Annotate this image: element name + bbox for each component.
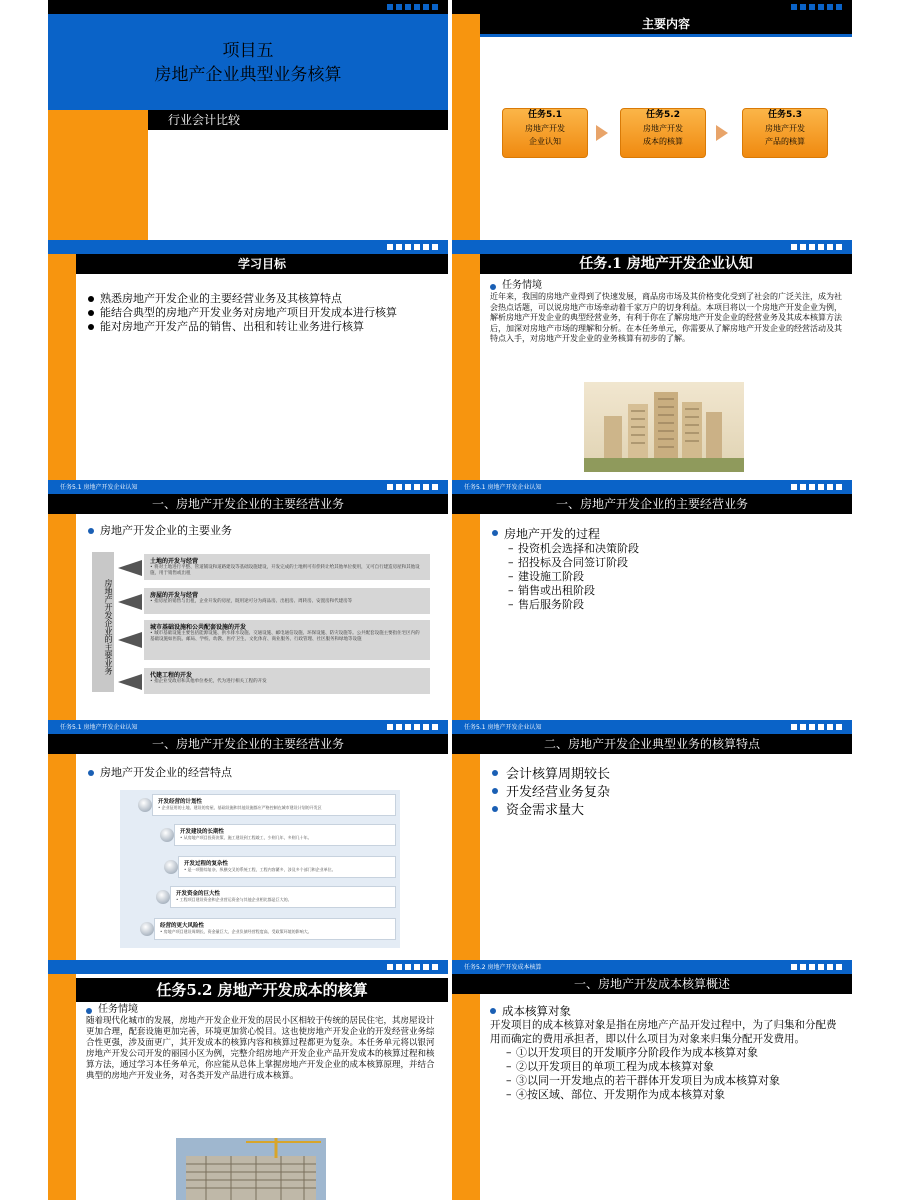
slide-title: 学习目标 <box>76 254 448 274</box>
row-heading: 代建工程的开发 <box>150 672 193 679</box>
task-text: 产品的核算 <box>765 137 805 146</box>
deco-squares <box>791 964 842 970</box>
slide-title: 二、房地产开发企业典型业务的核算特点 <box>452 734 852 754</box>
breadcrumb: 任务5.1 房地产开发企业认知 <box>60 724 138 731</box>
feature-item: 资金需求量大 <box>492 802 842 820</box>
context-text: 随着现代化城市的发展，房地产开发企业开发的居民小区相较于传统的居民住宅，其房屋设计更加合理，配套设施更加完善，环境更加赏心悦目。这也使房地产开发企业的开发经营业务综合性更强，涉及面更广，其开发成本的核算内容和核算过程都更为复杂。本任务单元将以银河房地产开发公司开发的丽园小区为例，完整介绍房地产开发企业产品开发成本的核算过程和核算方法，通过学习本任务单元，你应能从总体上掌握房地产开发企业的成本核算原理，并结合典型的房地产开发业务，对各类开发产品进行成本核算。 <box>86 1016 435 1081</box>
task-label: 任务5.1 <box>528 110 562 120</box>
breadcrumb: 任务5.2 房地产开发成本核算 <box>464 964 542 971</box>
task-label: 任务5.2 <box>646 110 680 120</box>
slide-title: 一、房地产开发企业的主要经营业务 <box>48 494 448 514</box>
feature-item: 开发经营业务复杂 <box>492 784 842 802</box>
deco-squares <box>791 484 842 490</box>
process-step: – 招投标及合同签订阶段 <box>492 556 842 570</box>
row-heading: 房屋的开发与经营 <box>150 592 199 599</box>
row-heading: 土地的开发与经营 <box>150 558 199 565</box>
slide-5-main-business[interactable] <box>48 480 448 720</box>
orange-bar <box>452 514 480 720</box>
row-desc: • 房地产项目建设周期长、资金量巨大、企业负债经营程度高、受政策环境的影响大。 <box>160 929 312 934</box>
orange-bar <box>452 254 480 480</box>
task-label: 任务5.3 <box>768 110 802 120</box>
building-photo <box>584 382 744 472</box>
row-heading: 开发过程的复杂性 <box>184 861 229 867</box>
context-text: 近年来，我国的房地产业得到了快速发展，商品房市场及其价格变化受到了社会的广泛关注，成为社会热点话题，可以说房地产市场牵动着千家万户的切身利益。本项目将以一个房地产开发企业为例，解析房地产开发企业的典型经营业务，有利于你在了解房地产开发企业的经营业务及其成本核算方法后，加深对房地产市场的理解和分析。在本任务单元，你需要从了解房地产开发企业的经营活动及其特点入手，对房地产开发企业的业务核算有初步的了解。 <box>490 292 842 343</box>
slide-title: 任务5.2 房地产开发成本的核算 <box>76 978 448 1002</box>
node-ball-icon <box>140 922 154 936</box>
orange-bar <box>452 14 480 240</box>
task-context <box>490 280 842 345</box>
slide-title: 主要内容 <box>480 14 852 34</box>
task-context <box>86 1004 438 1082</box>
process-step: – 投资机会选择和决策阶段 <box>492 542 842 556</box>
node-ball-icon <box>138 798 152 812</box>
characteristic-row <box>174 824 396 846</box>
task-box-3[interactable] <box>742 108 828 158</box>
characteristic-row <box>152 794 396 816</box>
section-heading <box>88 766 438 780</box>
arrow-icon <box>716 125 728 141</box>
characteristic-row <box>170 886 396 908</box>
deco-squares <box>387 4 438 10</box>
row-heading: 经营的更大风险性 <box>160 923 205 929</box>
row-heading: 城市基础设施和公共配套设施的开发 <box>150 624 247 631</box>
method-item: – ④按区域、部位、开发期作为成本核算对象 <box>490 1088 842 1102</box>
slide-7-characteristics[interactable] <box>48 720 448 960</box>
orange-bar <box>452 994 480 1200</box>
task-text: 房地产开发 <box>765 124 805 133</box>
context-heading: 任务情境 <box>86 1004 438 1016</box>
slide-title: 一、房地产开发企业的主要经营业务 <box>452 494 852 514</box>
orange-bar <box>48 974 76 1200</box>
process-step: – 售后服务阶段 <box>492 598 842 612</box>
slide-10-cost-overview[interactable] <box>452 960 852 1200</box>
orange-bar <box>48 754 76 960</box>
section-heading <box>88 524 438 538</box>
deco-squares <box>387 244 438 250</box>
context-heading: 任务情境 <box>490 280 842 292</box>
slide-title: 一、房地产开发企业的主要经营业务 <box>48 734 448 754</box>
task-text: 成本的核算 <box>643 137 683 146</box>
slide-8-accounting-features[interactable] <box>452 720 852 960</box>
node-ball-icon <box>160 828 174 842</box>
arrow-icon <box>118 594 142 610</box>
slide-3-objectives[interactable] <box>48 240 448 480</box>
slide-9-task2-intro[interactable] <box>48 960 448 1200</box>
orange-bar <box>452 754 480 960</box>
deco-squares <box>387 724 438 730</box>
row-desc: • 是一项错综复杂、纵横交叉的系统工程，工程内容繁多，涉及多个部门和企业单位。 <box>184 867 336 872</box>
bullet-item: 成本核算对象 <box>490 1004 842 1019</box>
orange-bar <box>48 514 76 720</box>
slide-title: 一、房地产开发成本核算概述 <box>452 974 852 994</box>
task-box-2[interactable] <box>620 108 706 158</box>
definition-text: 开发项目的成本核算对象是指在房地产产品开发过程中，为了归集和分配费用而确定的费用承担者，即以什么项目为对象来归集分配开发费用。 <box>490 1019 837 1045</box>
node-ball-icon <box>156 890 170 904</box>
slide-1-title[interactable] <box>48 0 448 240</box>
slide-6-dev-process[interactable] <box>452 480 852 720</box>
process-step: – 销售或出租阶段 <box>492 584 842 598</box>
business-row <box>144 554 430 580</box>
arrow-icon <box>118 560 142 576</box>
project-title: 房地产企业典型业务核算 <box>154 65 342 85</box>
orange-bar <box>48 254 76 480</box>
process-list <box>492 526 842 612</box>
breadcrumb: 任务5.1 房地产开发企业认知 <box>464 484 542 491</box>
task-text: 房地产开发 <box>643 124 683 133</box>
feature-item: 会计核算周期较长 <box>492 766 842 784</box>
characteristic-row <box>178 856 396 878</box>
business-row <box>144 588 430 614</box>
arrow-icon <box>118 632 142 648</box>
characteristic-row <box>154 918 396 940</box>
task-text: 房地产开发 <box>525 124 565 133</box>
arrow-icon <box>596 125 608 141</box>
deco-squares <box>791 4 842 10</box>
row-desc: • 城市基础设施主要包括能源设施、供水排水设施、交通设施、邮电通信设施、环保设施、防灾设施等。公共配套设施主要指住宅区内的基础设施如医院、邮局、学校、幼教、医疗卫生、文化体育、商业服务、行政管理、社区服务和绿地等设施 <box>150 631 420 642</box>
slide-grid <box>48 0 852 1200</box>
breadcrumb: 任务5.1 房地产开发企业认知 <box>464 724 542 731</box>
project-label: 项目五 <box>222 41 274 61</box>
bullet-item: 房地产开发企业的经营特点 <box>88 766 438 780</box>
course-subtitle: 行业会计比较 <box>148 110 448 130</box>
bullet-item: 房地产开发企业的主要业务 <box>88 524 438 538</box>
title-area <box>48 14 448 110</box>
objective-item: 熟悉房地产开发企业的主要经营业务及其核算特点 <box>88 292 438 306</box>
method-item: – ③以同一开发地点的若干群体开发项目为成本核算对象 <box>490 1074 842 1088</box>
cost-object-content <box>490 1004 842 1102</box>
process-step: – 建设施工阶段 <box>492 570 842 584</box>
business-row <box>144 620 430 660</box>
slide-2-contents[interactable] <box>452 0 852 240</box>
row-desc: • 指企业受政府和其他单位委托，代为进行相关工程的开发 <box>150 679 267 684</box>
objectives-list <box>88 292 438 334</box>
method-item: – ②以开发项目的单项工程为成本核算对象 <box>490 1060 842 1074</box>
business-row <box>144 668 430 694</box>
orange-block <box>48 110 148 240</box>
slide-title: 任务.1 房地产开发企业认知 <box>480 254 852 274</box>
breadcrumb: 任务5.1 房地产开发企业认知 <box>60 484 138 491</box>
features-list <box>492 766 842 820</box>
slide-4-task-intro[interactable] <box>452 240 852 480</box>
objective-item: 能结合典型的房地产开发业务对房地产项目开发成本进行核算 <box>88 306 438 320</box>
row-desc: • 从房地产项目投资决策、施工建设到工程竣工，少则几年，多则几十年。 <box>180 835 312 840</box>
row-heading: 开发资金的巨大性 <box>176 891 221 897</box>
task-box-1[interactable] <box>502 108 588 158</box>
arrow-icon <box>118 674 142 690</box>
bullet-item: 房地产开发的过程 <box>492 526 842 542</box>
objective-item: 能对房地产开发产品的销售、出租和转让业务进行核算 <box>88 320 438 334</box>
construction-photo <box>176 1138 326 1200</box>
node-ball-icon <box>164 860 178 874</box>
row-desc: • 指房屋的销售与出租，企业开发的房屋，既用途可分为商品房、出租房、周转房、安置房和代建房等 <box>150 599 353 604</box>
row-heading: 开发建设的长期性 <box>180 829 225 835</box>
deco-squares <box>387 484 438 490</box>
deco-squares <box>791 724 842 730</box>
row-heading: 开发经营的计划性 <box>158 799 203 805</box>
row-desc: • 工程项目建设资金和企业营运资金与其他企业相比都是巨大的。 <box>176 897 292 902</box>
deco-squares <box>387 964 438 970</box>
divider <box>480 34 852 37</box>
task-text: 企业认知 <box>529 137 561 146</box>
vertical-label: 房地产开发企业的主要业务 <box>92 552 114 692</box>
method-item: – ①以开发项目的开发顺序分阶段作为成本核算对象 <box>490 1046 842 1060</box>
row-desc: • 将对土地进行平整、管道铺设和道路建设等基础设施建设，开发完成的土地则可有偿转让给其他单位使用，又可自行建造房屋和其他设施，用于销售或出租 <box>150 565 420 576</box>
deco-squares <box>791 244 842 250</box>
row-desc: • 企业征用的土地、建设的房屋、基础设施和其他设施都应严格控制在城市建设计划的开发区 <box>158 805 322 810</box>
